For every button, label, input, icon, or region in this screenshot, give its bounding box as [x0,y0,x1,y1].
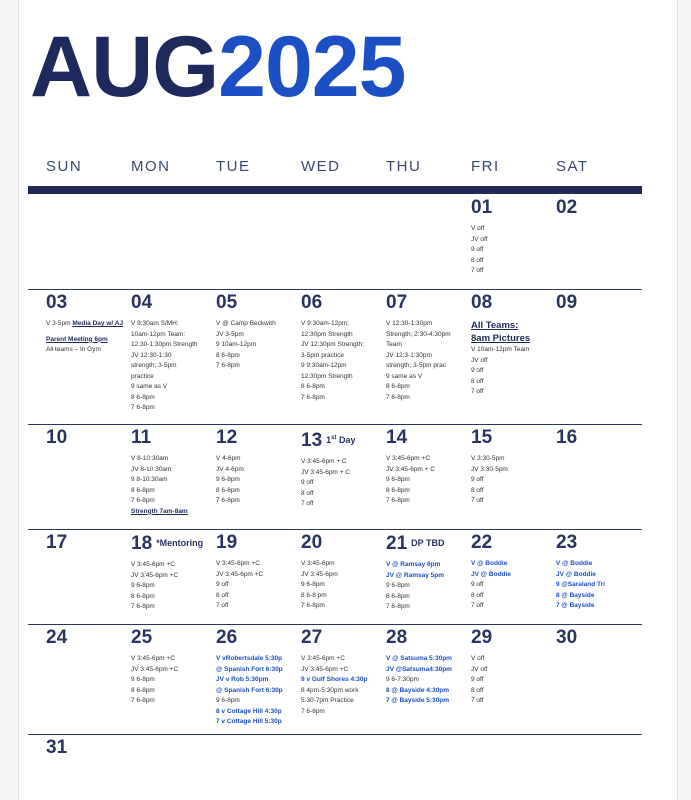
day-cell-23[interactable] [556,532,642,612]
schedule-entry: JV 3:45-6pm + C [301,468,350,476]
week-divider [28,624,642,625]
schedule-entry: V @ Satsuma 5:30pm [386,655,452,662]
schedule-entry: 7 off [471,267,484,274]
schedule-entry: V 3:45-6pm +C [216,560,260,567]
schedule-entry: V 4-6pm [216,455,241,462]
event-list [301,319,387,403]
schedule-entry: 10am-12pm Team: [131,330,186,338]
schedule-entry: JV 3-5pm [216,330,244,338]
schedule-entry: practice [131,372,154,380]
schedule-entry: 9 same as V [131,383,168,390]
day-number: 02 [556,197,578,218]
schedule-entry: V vRobertsdale 5:30p [216,655,283,662]
event-list [301,457,387,510]
schedule-entry: V 3-5pm Media Day w/ AJ [46,320,124,327]
event-list [301,559,387,612]
schedule-entry: Strength; 2:30-4:30pm [386,330,451,338]
day-number: 26 [216,627,238,648]
schedule-entry: 8 6-8pm [216,486,240,494]
schedule-entry: V 10am-12pm Team [471,346,530,353]
day-number: 16 [556,427,578,448]
schedule-entry: @ Spanish Fort 6:30p [216,686,283,694]
schedule-entry: 7 6-8pm [386,497,410,504]
week-divider [28,529,642,530]
schedule-entry: 8 off [471,591,484,599]
weekday-sat: SAT [556,158,589,175]
day-number: 05 [216,292,238,313]
day-number: 24 [46,627,68,648]
day-number: 17 [46,532,68,553]
event-list [386,454,472,507]
schedule-entry: 7 6-8pm [301,602,325,609]
calendar-title [30,19,406,115]
schedule-entry: 8 6-8pm [131,592,155,600]
day-cell-18[interactable] [131,532,217,613]
day-number: 22 [471,532,493,553]
schedule-entry: JV 3:45-6pm [301,570,338,578]
day-number: 18 *Mentoring [131,533,204,554]
event-list [471,224,557,277]
schedule-entry: 8 6-8pm [216,351,240,359]
day-cell-09[interactable] [556,292,642,319]
schedule-entry: 8 @ Bayside 4:30pm [386,686,450,694]
schedule-entry: 7 6-8pm [386,393,410,401]
schedule-entry: 7 6-8pm [131,404,155,411]
schedule-entry: 9 6-8pm [301,581,325,588]
day-number: 07 [386,292,408,313]
schedule-entry: 9 same as V [386,372,423,380]
event-list [471,559,557,612]
schedule-entry: 8 6-8pm [131,486,155,494]
day-cell-26[interactable] [216,627,302,728]
event-list [301,654,387,717]
day-cell-04[interactable] [131,292,217,414]
day-number: 20 [301,532,323,553]
schedule-entry: JV off [471,356,488,364]
event-list [131,654,217,707]
schedule-entry: JV @Satsuma4:30pm [386,665,452,673]
day-cell-14[interactable] [386,427,472,507]
day-cell-22[interactable] [471,532,557,612]
day-cell-28[interactable] [386,627,472,707]
schedule-entry: V @ Ramsay 6pm [386,561,441,568]
day-cell-05[interactable] [216,292,302,372]
schedule-entry: 3-5pm practice [301,351,344,359]
schedule-entry: JV off [471,235,488,243]
day-note: DP TBD [411,538,445,548]
schedule-entry: V 9:30am-12pm; [301,320,350,327]
day-cell-17[interactable] [46,532,132,559]
schedule-entry: 8 off [471,256,484,264]
schedule-entry: 7 6-8pm [301,393,325,401]
event-list [131,560,217,613]
schedule-entry: 8 6-8pm [131,686,155,694]
schedule-entry: 8 @ Bayside [556,591,595,599]
schedule-entry: 7 6-8pm [386,603,410,610]
schedule-entry: 9 off [301,479,314,486]
day-number: 25 [131,627,153,648]
event-list [216,654,302,728]
event-list [386,319,472,403]
day-cell-12[interactable] [216,427,302,507]
schedule-entry: 12:30pm Strength [301,330,353,338]
day-number: 30 [556,627,578,648]
day-cell-30[interactable] [556,627,642,654]
event-list [131,319,217,414]
header-divider [28,186,642,194]
schedule-entry: 8 6-8pm [301,383,325,390]
day-number: 11 [131,427,152,448]
day-number: 28 [386,627,408,648]
schedule-entry: V off [471,225,485,232]
schedule-entry: 9 6-8pm [131,582,155,589]
schedule-entry: 9 6-8pm [216,476,240,483]
week-divider [28,734,642,735]
day-cell-13[interactable] [301,427,387,510]
schedule-entry: 9 6-8pm [216,697,240,704]
weekday-fri: FRI [471,158,500,175]
schedule-entry: 8 6-8 pm [301,591,327,599]
schedule-entry: 8 6-8pm [386,383,410,390]
schedule-entry: 9 6-7:30pm [386,676,419,683]
weekday-thu: THU [386,158,422,175]
day-cell-01[interactable] [471,197,557,277]
event-list [471,319,557,398]
day-number: 21 DP TBD [386,533,445,554]
schedule-entry: 7 6-8pm [131,497,155,504]
event-list [46,319,132,356]
schedule-entry: 8am Pictures [471,333,531,344]
schedule-entry: JV 4-6pm [216,465,244,473]
schedule-entry: 9 v Gulf Shores 4:30p [301,676,368,683]
schedule-entry: V off [471,655,485,662]
schedule-entry: 12:30-1:30pm Strength [131,341,198,348]
schedule-entry: Team [386,341,402,348]
schedule-entry: V 8-10:30am [131,455,169,462]
day-note: *Mentoring [156,538,204,548]
schedule-entry: V 3:45-6pm +C [386,455,430,462]
day-cell-08[interactable] [471,292,557,398]
schedule-entry: 7 6-8pm [216,497,240,504]
day-cell-31[interactable] [46,737,132,764]
schedule-entry: Parent Meeting 6pm [46,335,108,343]
schedule-entry: 9 6-8pm [131,676,155,683]
day-number: 09 [556,292,578,313]
schedule-entry: V @ Boddie [471,560,508,567]
schedule-entry: Strength 7am-8am [131,507,188,515]
schedule-entry: 9 off [471,581,484,588]
schedule-entry: 8 6-8pm [386,592,410,600]
schedule-entry: JV 12:3-1:30pm [386,351,432,359]
schedule-entry: 7 @ Bayside 5:30pm [386,697,450,704]
day-number: 27 [301,627,323,648]
schedule-entry: JV 12:30pm Strength; [301,341,364,348]
schedule-entry: 8 off [471,377,484,385]
schedule-entry: JV 8-10:30am [131,465,172,473]
schedule-entry: V @ Boddie [556,560,593,567]
day-cell-11[interactable] [131,427,217,517]
schedule-entry: 9 off [471,367,484,374]
schedule-entry: 7 @ Bayside [556,602,595,609]
day-cell-06[interactable] [301,292,387,403]
event-list [131,454,217,517]
day-cell-10[interactable] [46,427,132,454]
schedule-entry: JV v Rob 5:30pm [216,676,269,683]
day-number: 04 [131,292,153,313]
day-number: 19 [216,532,238,553]
schedule-entry: JV 12:30-1:30 [131,351,172,359]
schedule-entry: JV 3:45-6pm +C [131,665,179,673]
schedule-entry: All teams – In Gym [46,346,101,353]
schedule-entry: 7 off [471,697,484,704]
schedule-entry: 7 6-8pm [301,707,325,715]
day-number: 08 [471,292,493,313]
schedule-entry: 8 off [471,486,484,494]
schedule-entry: JV off [471,665,488,673]
schedule-entry: 8 4pm-5:30pm work [301,686,359,694]
day-cell-24[interactable] [46,627,132,654]
year-label: 2025 [218,19,406,115]
event-list [216,559,302,612]
schedule-entry: 9 8-10:30am [131,476,168,483]
schedule-entry: @ Spanish Fort 6:30p [216,665,283,673]
schedule-entry: 7 6-8pm [216,362,240,369]
day-number: 31 [46,737,68,758]
day-cell-16[interactable] [556,427,642,454]
schedule-entry: strength; 3-5pm prac [386,362,446,369]
day-cell-25[interactable] [131,627,217,707]
day-number: 12 [216,427,238,448]
schedule-entry: 7 off [301,500,314,507]
day-number: 01 [471,197,493,218]
day-cell-27[interactable] [301,627,387,717]
day-cell-07[interactable] [386,292,472,403]
schedule-entry: 9 off [216,581,229,588]
schedule-entry: 8 v Cottage Hill 4:30p [216,707,282,715]
day-note: 1st Day [326,435,356,445]
schedule-entry: JV @ Boddie [556,570,596,578]
event-list [216,454,302,507]
week-divider [28,289,642,290]
schedule-entry: JV 3:30-5pm [471,465,508,473]
schedule-entry: 8 6-8pm [131,393,155,401]
schedule-entry: JV @ Ramsay 5pm [386,571,445,579]
schedule-entry: V 12:30-1:30pm [386,320,433,327]
schedule-entry: 7 off [471,388,484,395]
event-list [556,559,642,612]
schedule-entry: 7 off [471,497,484,504]
schedule-entry: strength; 3-5pm [131,362,177,369]
day-cell-03[interactable] [46,292,132,356]
schedule-entry: JV 3:45-6pm +C [301,665,349,673]
day-number: 06 [301,292,323,313]
schedule-entry: 8 off [471,686,484,694]
day-number: 23 [556,532,578,553]
day-cell-21[interactable] [386,532,472,613]
event-list [386,560,472,613]
schedule-entry: 7 off [216,602,229,609]
schedule-entry: 9 6-8pm [386,582,410,589]
schedule-entry: 9 off [471,476,484,483]
schedule-entry: All Teams: [471,320,519,331]
schedule-entry: 7 6-8pm [131,697,155,704]
schedule-entry: 9 6-8pm [386,476,410,483]
event-list [471,654,557,707]
day-number: 14 [386,427,408,448]
weekday-tue: TUE [216,158,251,175]
schedule-entry: V 3:45-6pm +C [301,655,345,662]
schedule-entry: 9 9:30am-12pm [301,362,347,369]
day-number: 15 [471,427,493,448]
schedule-entry: JV 3:45-6pm +C [131,571,179,579]
schedule-entry: 8 off [216,591,229,599]
schedule-entry: V @ Camp Beckwith [216,320,276,327]
event-list [471,454,557,507]
day-cell-29[interactable] [471,627,557,707]
day-number: 29 [471,627,493,648]
weekday-sun: SUN [46,158,83,175]
day-cell-20[interactable] [301,532,387,612]
weekday-mon: MON [131,158,171,175]
schedule-entry: 7 v Cottage Hill 5:30p [216,718,282,725]
schedule-entry: 8 6-8pm [386,486,410,494]
schedule-entry: JV @ Boddie [471,570,511,578]
schedule-entry: V 3:45-6pm +C [131,655,175,662]
schedule-entry: 9 10am-12pm [216,341,257,348]
day-number: 10 [46,427,68,448]
schedule-entry: V 3:45-6pm [301,560,335,567]
schedule-entry: 12:30pm Strength [301,372,353,380]
week-divider [28,424,642,425]
day-number: 03 [46,292,68,313]
schedule-entry: 9 @Saraland Tri [556,581,605,588]
schedule-entry: JV 3:45-6pm +C [216,570,264,578]
schedule-entry: 8 off [301,489,314,497]
day-cell-02[interactable] [556,197,642,224]
event-list [216,319,302,372]
schedule-entry: 5:30-7pm Practice [301,697,354,704]
event-list [386,654,472,707]
schedule-entry: V 3:30-5pm [471,455,505,462]
schedule-entry: V 3:45-6pm + C [301,458,347,465]
day-number: 13 1st Day [301,430,356,451]
schedule-entry: V 3:45-6pm +C [131,561,175,568]
schedule-entry: 7 off [471,602,484,609]
schedule-entry: V 9:30am S/MH: [131,320,179,327]
day-cell-15[interactable] [471,427,557,507]
schedule-entry: 7 6-8pm [131,603,155,610]
month-label: AUG [30,19,219,115]
day-cell-19[interactable] [216,532,302,612]
schedule-entry: 9 off [471,676,484,683]
schedule-entry: JV 3:45-6pm + C [386,465,435,473]
weekday-wed: WED [301,158,341,175]
schedule-entry: 9 off [471,246,484,253]
